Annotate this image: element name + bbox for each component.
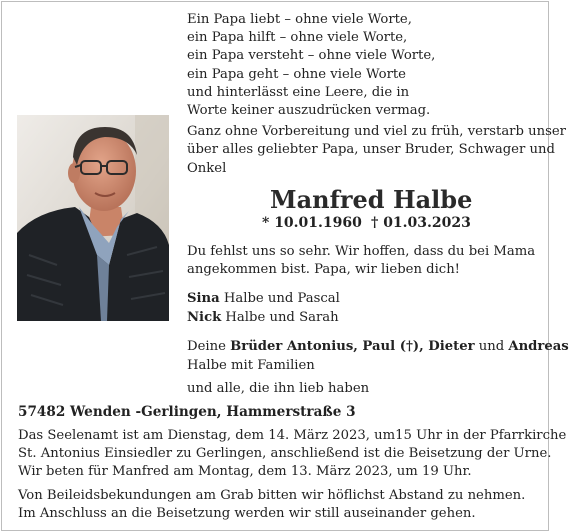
portrait-photo <box>17 115 169 321</box>
siblings-line-2: Halbe mit Familien <box>187 358 315 373</box>
children-list <box>187 290 340 328</box>
siblings-prefix: Deine <box>187 339 231 354</box>
poem <box>187 11 435 120</box>
condolence-line: Im Anschluss an die Beisetzung werden wir still auseinander gehen. <box>18 506 476 522</box>
family-first-name: Nick <box>187 310 222 325</box>
family-entry <box>187 290 340 309</box>
birth-date: * 10.01.1960 <box>262 215 362 231</box>
service-line: Das Seelenamt ist am Dienstag, dem 14. März 2023, um15 Uhr in der Pfarrkirche <box>18 428 567 443</box>
intro-line: Ganz ohne Vorbereitung und viel zu früh, verstarb unser <box>187 124 566 139</box>
portrait-image <box>17 115 169 321</box>
poem-line: Ein Papa liebt – ohne viele Worte, <box>187 12 412 27</box>
family-first-name: Sina <box>187 291 220 306</box>
service-line: St. Antonius Einsiedler zu Gerlingen, anschließend ist die Beisetzung der Urne. <box>18 446 552 462</box>
condolence-note <box>18 487 525 523</box>
poem-line: ein Papa hilft – ohne viele Worte, <box>187 30 408 46</box>
siblings-names: Brüder Antonius, Paul (†), Dieter <box>230 339 475 354</box>
death-date: † 01.03.2023 <box>371 215 471 231</box>
family-rest: Halbe und Pascal <box>219 291 340 306</box>
condolence-line: Von Beileidsbekundungen am Grab bitten wir höflichst Abstand zu nehmen. <box>18 488 526 503</box>
service-info <box>18 427 566 482</box>
siblings-last-name: Andreas <box>508 339 569 354</box>
family-entry <box>187 309 340 328</box>
poem-line: ein Papa geht – ohne viele Worte <box>187 66 406 82</box>
others-line: und alle, die ihn lieb haben <box>187 381 370 396</box>
intro-line: über alles geliebter Papa, unser Bruder, Schwager und <box>187 142 555 158</box>
siblings-entry <box>187 338 569 376</box>
message-line: angekommen bist. Papa, wir lieben dich! <box>187 262 460 278</box>
family-rest: Halbe und Sarah <box>221 310 339 325</box>
address: 57482 Wenden -Gerlingen, Hammerstraße 3 <box>18 404 356 420</box>
deceased-name: Manfred Halbe <box>270 185 473 214</box>
personal-message <box>187 243 535 280</box>
message-line: Du fehlst uns so sehr. Wir hoffen, dass du bei Mama <box>187 244 536 259</box>
poem-line: und hinterlässt eine Leere, die in <box>187 84 410 100</box>
death-announcement <box>187 123 566 178</box>
service-line: Wir beten für Manfred am Montag, dem 13. März 2023, um 19 Uhr. <box>18 464 472 480</box>
poem-line: ein Papa versteht – ohne viele Worte, <box>187 48 436 64</box>
poem-line: Worte keiner auszudrücken vermag. <box>187 102 431 118</box>
intro-line: Onkel <box>187 160 227 176</box>
siblings-line-1 <box>187 338 569 357</box>
siblings-and: und <box>474 339 509 354</box>
